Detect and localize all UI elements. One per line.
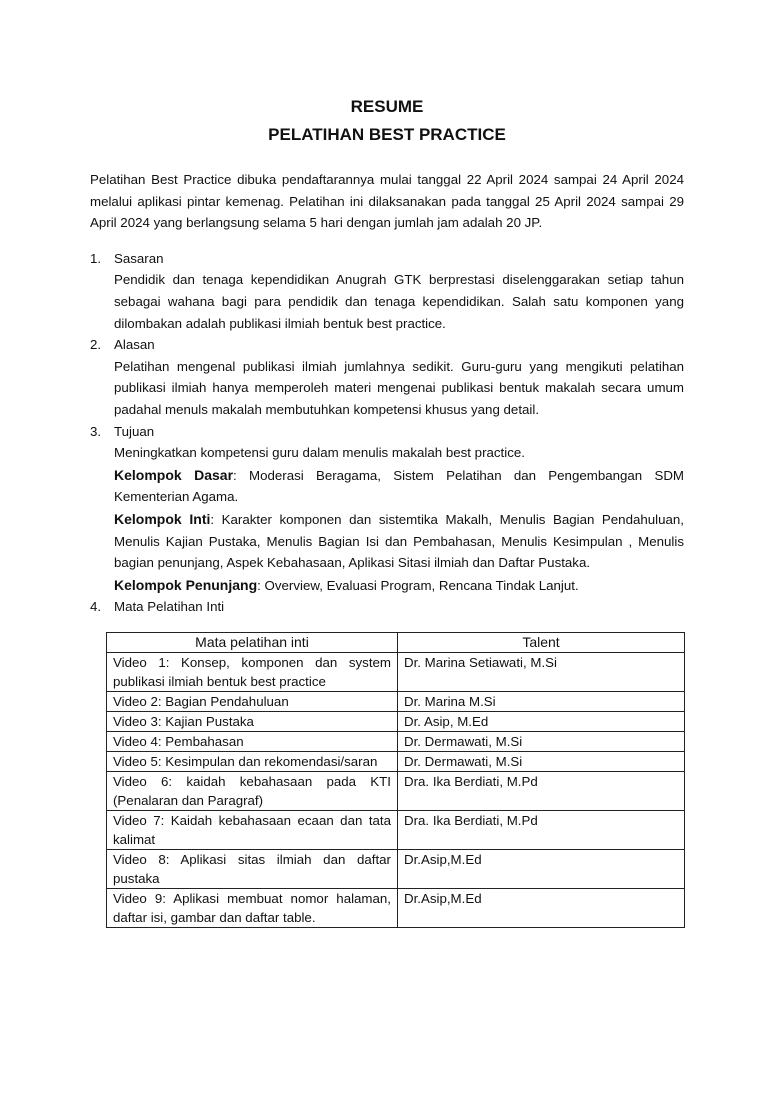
table-row bbox=[107, 810, 685, 849]
intro-paragraph: Pelatihan Best Practice dibuka pendaftarannya mulai tanggal 22 April 2024 sampai 24 April 2024 melalui aplikasi pintar kemenag. Pelatihan ini dilaksanakan pada tanggal 25 April 2024 sampai 29 April 2024 yang berlangsung selama 5 hari dengan jumlah jam adalah 20 JP. bbox=[90, 172, 684, 231]
kelompok-text: Overview, Evaluasi Program, Rencana Tindak Lanjut. bbox=[260, 577, 579, 593]
document-page bbox=[0, 93, 768, 1117]
mata-pelatihan-table bbox=[106, 632, 685, 928]
kelompok-label: Kelompok Penunjang bbox=[114, 576, 258, 593]
section-heading: Mata Pelatihan Inti bbox=[114, 599, 225, 615]
table-cell-topic: Video 1: Konsep, komponen dan system publikasi ilmiah bentuk best practice bbox=[107, 652, 398, 691]
kelompok-dasar bbox=[114, 465, 684, 508]
section-number: 1. bbox=[90, 250, 102, 266]
table-cell-topic: Video 2: Bagian Pendahuluan bbox=[107, 691, 398, 711]
kelompok-label: Kelompok Inti bbox=[114, 510, 211, 527]
section-item bbox=[90, 248, 684, 334]
table-cell-talent: Dra. Ika Berdiati, M.Pd bbox=[398, 771, 685, 810]
table-cell-topic: Video 7: Kaidah kebahasaan ecaan dan tata kalimat bbox=[107, 810, 398, 849]
section-heading: Tujuan bbox=[114, 423, 155, 439]
table-cell-topic: Video 6: kaidah kebahasaan pada KTI (Penalaran dan Paragraf) bbox=[107, 771, 398, 810]
kelompok-text: Karakter komponen dan sistemtika Makalh, Menulis Bagian Pendahuluan, Menulis Kajian Pustaka, Menulis Bagian Isi dan Pembahasan, Menulis Kesimpulan , Menulis bagian penunjang, Aspek Kebahasaan, Aplikasi Sitasi ilmiah dan Daftar Pustaka. bbox=[114, 511, 684, 571]
table-cell-topic: Video 9: Aplikasi membuat nomor halaman, daftar isi, gambar dan daftar table. bbox=[107, 888, 398, 927]
kelompok-separator: : bbox=[233, 467, 237, 483]
section-heading: Sasaran bbox=[114, 250, 164, 266]
column-header: Mata pelatihan inti bbox=[107, 632, 398, 652]
table-row bbox=[107, 691, 685, 711]
section-number: 3. bbox=[90, 423, 102, 439]
table-cell-talent: Dr.Asip,M.Ed bbox=[398, 849, 685, 888]
document-subtitle: PELATIHAN BEST PRACTICE bbox=[268, 125, 506, 144]
table-row bbox=[107, 888, 685, 927]
section-item bbox=[90, 421, 684, 597]
document-title: RESUME bbox=[350, 97, 424, 116]
section-body: Pendidik dan tenaga kependidikan Anugrah GTK berprestasi diselenggarakan setiap tahun sebagai wahana bagi para pendidik dan tenaga kependidikan. Salah satu komponen yang dilombakan adalah publikasi ilmiah bentuk best practice. bbox=[114, 272, 684, 331]
section-list bbox=[90, 248, 684, 618]
table-cell-topic: Video 3: Kajian Pustaka bbox=[107, 711, 398, 731]
table-cell-talent: Dr. Asip, M.Ed bbox=[398, 711, 685, 731]
table-cell-talent: Dra. Ika Berdiati, M.Pd bbox=[398, 810, 685, 849]
section-item bbox=[90, 596, 684, 618]
table-cell-talent: Dr. Dermawati, M.Si bbox=[398, 751, 685, 771]
kelompok-label: Kelompok Dasar bbox=[114, 466, 234, 483]
column-header: Talent bbox=[398, 632, 685, 652]
table-cell-talent: Dr.Asip,M.Ed bbox=[398, 888, 685, 927]
table-header-row bbox=[107, 632, 685, 652]
kelompok-separator: : bbox=[210, 511, 215, 527]
section-item bbox=[90, 334, 684, 420]
table-cell-topic: Video 8: Aplikasi sitas ilmiah dan daftar pustaka bbox=[107, 849, 398, 888]
kelompok-inti bbox=[114, 509, 684, 574]
table-cell-talent: Dr. Marina Setiawati, M.Si bbox=[398, 652, 685, 691]
section-number: 2. bbox=[90, 337, 102, 353]
table-row bbox=[107, 849, 685, 888]
kelompok-text: Moderasi Beragama, Sistem Pelatihan dan Pengembangan SDM Kementerian Agama. bbox=[114, 467, 684, 505]
table-cell-topic: Video 4: Pembahasan bbox=[107, 731, 398, 751]
table-row bbox=[107, 711, 685, 731]
table-cell-talent: Dr. Dermawati, M.Si bbox=[398, 731, 685, 751]
table-cell-topic: Video 5: Kesimpulan dan rekomendasi/saran bbox=[107, 751, 398, 771]
section-heading: Alasan bbox=[114, 337, 155, 353]
table-cell-talent: Dr. Marina M.Si bbox=[398, 691, 685, 711]
table-row bbox=[107, 751, 685, 771]
section-body: Pelatihan mengenal publikasi ilmiah jumlahnya sedikit. Guru-guru yang mengikuti pelatihan publikasi ilmiah hanya memperoleh materi mengenai publikasi bentuk makalah secara umum padahal menuls makalah membutuhkan kompetensi khusus yang detail. bbox=[114, 358, 684, 417]
section-body: Meningkatkan kompetensi guru dalam menulis makalah best practice. bbox=[114, 445, 525, 461]
table-row bbox=[107, 652, 685, 691]
table-row bbox=[107, 731, 685, 751]
table-row bbox=[107, 771, 685, 810]
kelompok-separator: : bbox=[257, 577, 261, 593]
section-number: 4. bbox=[90, 599, 102, 615]
kelompok-penunjang bbox=[114, 575, 684, 597]
